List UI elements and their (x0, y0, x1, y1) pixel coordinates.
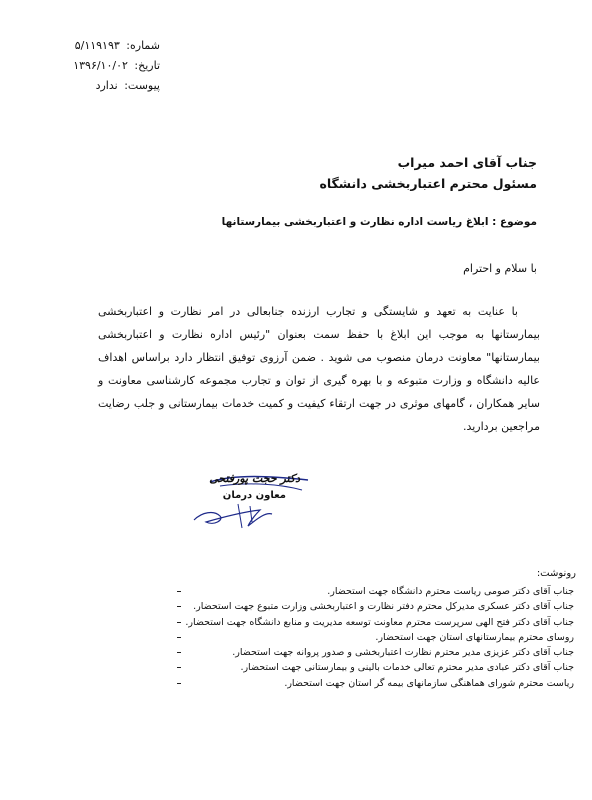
cc-bullet (177, 606, 181, 607)
cc-item-text: جناب آقای دکتر صومی ریاست محترم دانشگاه جهت استحضار. (327, 586, 574, 597)
letter-date-value: ۱۳۹۶/۱۰/۰۲ (73, 59, 128, 72)
letter-attachment-row (10, 76, 160, 96)
cc-bullet (177, 683, 181, 684)
letter-attachment-value: ندارد (95, 79, 118, 92)
cc-item (181, 645, 574, 660)
cc-bullet (177, 652, 181, 653)
cc-item (181, 584, 574, 599)
letter-date-row (10, 56, 160, 76)
cc-item (181, 660, 574, 675)
signature-block (180, 470, 320, 540)
letter-number-row (10, 36, 160, 56)
cc-item (181, 676, 574, 691)
cc-item (181, 599, 574, 614)
addressee-block (319, 152, 537, 194)
letter-greeting: با سلام و احترام (463, 262, 537, 275)
letter-number-value: ۵/۱۱۹۱۹۳ (74, 39, 120, 52)
cc-item-text: جناب آقای دکتر عبادی مدیر محترم تعالی خدمات بالینی و بیمارستانی جهت استحضار. (240, 662, 574, 674)
cc-bullet (177, 637, 181, 638)
signatory-name: دکتر حجت پورفتحی (209, 472, 300, 485)
letter-date-label: تاریخ: (134, 59, 160, 72)
cc-list (181, 584, 574, 691)
letter-subject: موضوع : ابلاغ ریاست اداره نظارت و اعتباربخشی بیمارستانها (221, 216, 537, 228)
letter-body: با عنایت به تعهد و شایستگی و تجارب ارزنده جنابعالی در امر نظارت و اعتباربخشی بیمارستانها به موجب این ابلاغ با حفظ سمت بعنوان "رئیس اداره نظارت و اعتباربخشی بیمارستانها" معاونت درمان منصوب می شوید . ضمن آرزوی توفیق انتظار دارد براساس اهداف عالیه دانشگاه و وزارت متبوعه و با بهره گیری از توان و تجارب مجموعه کارشناسی معاونت و سایر همکاران ، گامهای موثری در جهت ارتقاء کیفیت و کمیت خدمات بیمارستانی و جلب رضایت مراجعین بردارید. (98, 305, 540, 433)
addressee-position: مسئول محترم اعتباربخشی دانشگاه (319, 176, 537, 191)
addressee-name: جناب آقای احمد میراب (397, 155, 537, 170)
cc-item (181, 615, 574, 630)
cc-heading: رونوشت: (536, 568, 576, 579)
letter-attachment-label: پیوست: (124, 79, 160, 92)
signatory-title: معاون درمان (222, 490, 286, 501)
cc-item-text: جناب آقای دکتر فتح الهی سرپرست محترم معاونت توسعه مدیریت و منابع دانشگاه جهت استحضار. (185, 616, 574, 628)
letter-number-label: شماره: (126, 39, 160, 52)
cc-item-text: جناب آقای دکتر عزیزی مدیر محترم نظارت اعتباربخشی و صدور پروانه جهت استحضار. (232, 647, 574, 659)
cc-item-text: ریاست محترم شورای هماهنگی سازمانهای بیمه گر استان جهت استحضار. (284, 677, 574, 689)
cc-bullet (177, 591, 181, 592)
cc-item (181, 630, 574, 645)
letter-meta (10, 36, 160, 96)
cc-item-text: روسای محترم بیمارستانهای استان جهت استحضار. (375, 631, 574, 643)
cc-bullet (177, 622, 181, 623)
cc-item-text: جناب آقای دکتر عسکری مدیرکل محترم دفتر نظارت و اعتباربخشی وزارت متبوع جهت استحضار. (193, 601, 574, 613)
cc-bullet (177, 667, 181, 668)
